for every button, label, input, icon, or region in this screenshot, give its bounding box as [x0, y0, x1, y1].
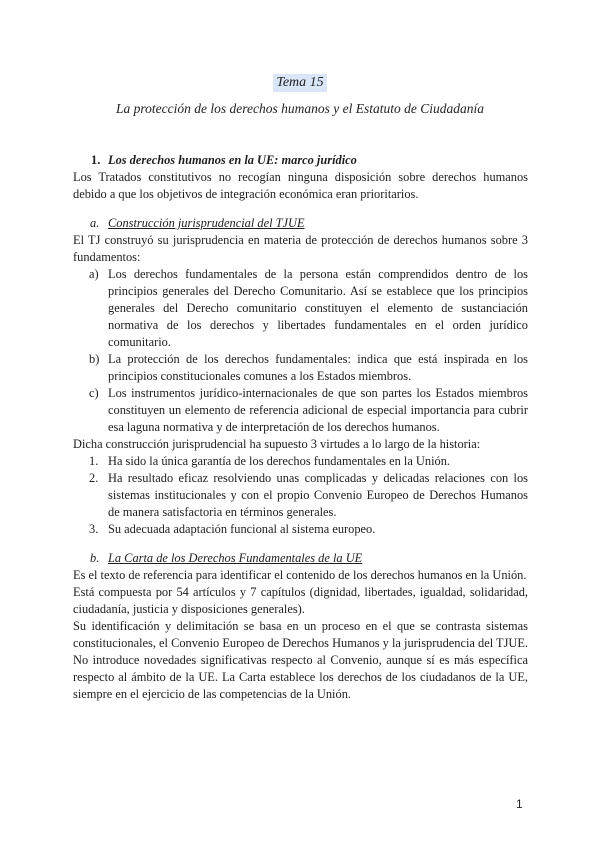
tema-heading-wrap	[0, 73, 600, 92]
virtues-list	[73, 453, 528, 538]
paragraph: No introduce novedades significativas respecto al Convenio, aunque sí es más específica respecto al ámbito de la UE. La Carta establece los derechos de los ciudadanos de la UE, siempre en el ejercicio de las competencias de la Unión.	[73, 653, 528, 701]
subsection-a-intro: El TJ construyó su jurisprudencia en materia de protección de derechos humanos sobre 3 fundamentos:	[73, 233, 528, 264]
subsection-a-heading	[73, 215, 528, 232]
page-number: 1	[516, 797, 523, 811]
section-1-heading	[73, 152, 528, 169]
document-subtitle: La protección de los derechos humanos y el Estatuto de Ciudadanía	[116, 101, 484, 116]
list-item-text: Ha resultado eficaz resolviendo unas complicadas y delicadas relaciones con los sistemas institucionales y con el propio Convenio Europeo de Derechos Humanos de manera satisfactoria en términos generales.	[108, 471, 528, 519]
list-item-text: Los instrumentos jurídico-internacionales de que son partes los Estados miembros constituyen un elemento de referencia adicional de especial importancia para cubrir esa laguna normativa y de interpretación de los derechos humanos.	[108, 386, 528, 434]
list-marker: a)	[89, 267, 99, 281]
virtues-intro: Dicha construcción jurisprudencial ha supuesto 3 virtudes a lo largo de la historia:	[73, 437, 481, 451]
list-item	[73, 351, 528, 385]
document-body	[73, 152, 528, 703]
paragraph: Está compuesta por 54 artículos y 7 capítulos (dignidad, libertades, igualdad, solidaridad, ciudadanía, justicia y disposiciones generales).	[73, 585, 528, 616]
list-marker: b)	[89, 352, 100, 366]
subsection-a-letter: a.	[90, 216, 100, 230]
list-marker: 2.	[89, 471, 99, 485]
subsection-b-letter: b.	[90, 551, 100, 565]
list-marker: 3.	[89, 522, 99, 536]
section-1-intro: Los Tratados constitutivos no recogían ninguna disposición sobre derechos humanos debido a que los objetivos de integración económica eran prioritarios.	[73, 170, 528, 201]
list-item-text: La protección de los derechos fundamentales: indica que está inspirada en los principios constitucionales comunes a los Estados miembros.	[108, 352, 528, 383]
list-marker: c)	[89, 386, 99, 400]
list-item-text: Su adecuada adaptación funcional al sistema europeo.	[108, 522, 376, 536]
list-item-text: Los derechos fundamentales de la persona están comprendidos dentro de los principios generales del Derecho Comunitario. Así se establece que los principios generales del Derecho comunitario constituyen el elemento de sustanciación normativa de los derechos y libertades fundamentales en el orden jurídico comunitario.	[108, 267, 528, 349]
list-item-text: Ha sido la única garantía de los derechos fundamentales en la Unión.	[108, 454, 451, 468]
fundamentos-list	[73, 266, 528, 436]
list-item	[73, 385, 528, 436]
section-1-number: 1.	[91, 153, 101, 167]
subsection-a-title: Construcción jurisprudencial del TJUE	[108, 216, 305, 230]
paragraph: Su identificación y delimitación se basa en un proceso en el que se contrasta sistemas constitucionales, el Convenio Europeo de Derechos Humanos y la jurisprudencia del TJUE.	[73, 619, 529, 650]
paragraph: Es el texto de referencia para identificar el contenido de los derechos humanos en la Unión.	[73, 568, 527, 582]
list-item	[73, 470, 528, 521]
section-1-title: Los derechos humanos en la UE: marco jurídico	[108, 153, 357, 167]
tema-heading: Tema 15	[273, 74, 326, 92]
list-item	[73, 453, 528, 470]
subsection-b-title: La Carta de los Derechos Fundamentales de la UE	[108, 551, 363, 565]
subsection-b-heading	[73, 550, 528, 567]
list-item	[73, 521, 528, 538]
list-item	[73, 266, 528, 351]
list-marker: 1.	[89, 454, 99, 468]
